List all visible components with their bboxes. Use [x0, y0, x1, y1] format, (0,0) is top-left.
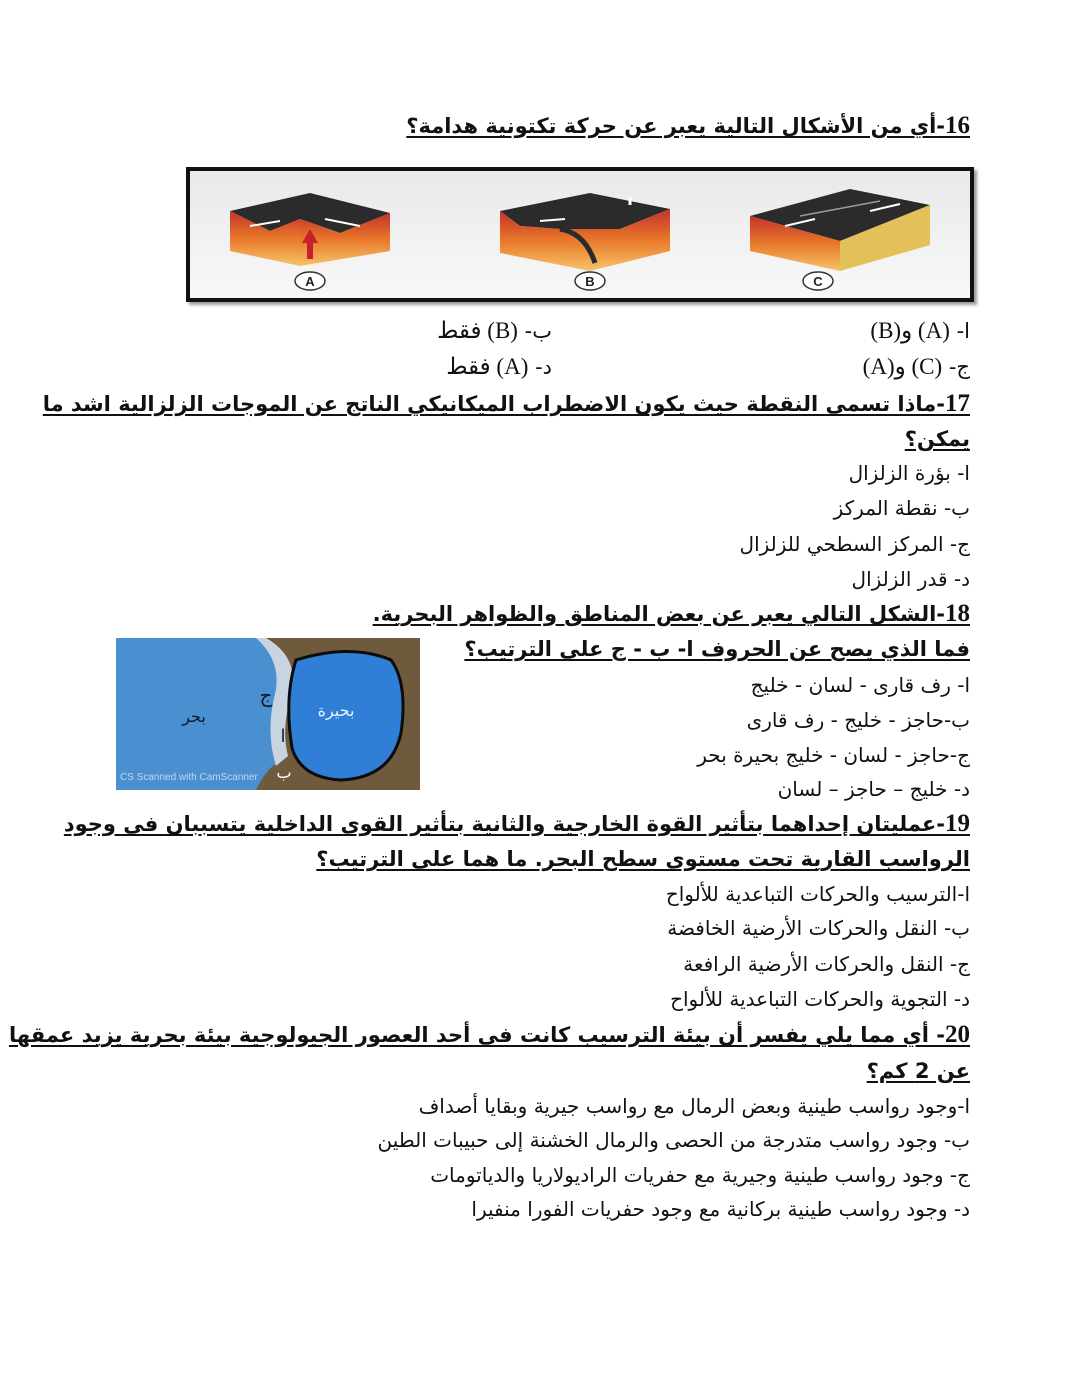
- letter-jeem: ج: [259, 683, 273, 707]
- q19-title: [64, 810, 970, 838]
- q17-line2: يمكن؟: [904, 427, 970, 451]
- q19-line1: -عمليتان إحداهما بتأثير القوة الخارجية والثانية بتأثير القوى الداخلية يتسببان فى وجود: [63, 812, 945, 836]
- q16-option-d-letter: د-: [535, 355, 552, 379]
- q16-option-c-letter: ج-: [948, 355, 970, 379]
- q20-option-d[interactable]: د- وجود رواسب طينية بركانية مع وجود حفريات الفورا منفيرا: [471, 1197, 970, 1221]
- q16-number: 16: [945, 112, 970, 139]
- q19-option-a[interactable]: ا-الترسيب والحركات التباعدية للألواح: [665, 882, 970, 906]
- q16-text: -أي من الأشكال التالية يعبر عن حركة تكتونية هدامة؟: [406, 114, 945, 138]
- q17-number: 17: [945, 390, 970, 417]
- q20-number: 20: [945, 1021, 970, 1048]
- label-b: B: [585, 274, 595, 289]
- q18-line1: -الشكل التالي يعبر عن بعض المناطق والظواهر البحرية.: [372, 602, 945, 626]
- q16-option-b[interactable]: [437, 318, 552, 344]
- q20-option-c[interactable]: ج- وجود رواسب طينية وجيرية مع حفريات الراديولاريا والدياتومات: [430, 1163, 970, 1187]
- q16-option-c[interactable]: [863, 354, 970, 380]
- q20-option-a[interactable]: ا-وجود رواسب طينية وبعض الرمال مع رواسب جيرية وبقايا أصداف: [418, 1094, 970, 1118]
- label-a: A: [305, 274, 315, 289]
- q16-option-b-letter: ب-: [524, 319, 552, 343]
- q18-option-b[interactable]: ب-حاجز - خليج - رف قارى: [746, 708, 970, 732]
- q19-option-d[interactable]: د- التجوية والحركات التباعدية للألواح: [670, 987, 970, 1011]
- q16-option-d[interactable]: [446, 354, 552, 380]
- q19-option-c[interactable]: ج- النقل والحركات الأرضية الرافعة: [683, 952, 970, 976]
- letter-alif: ا: [280, 726, 286, 747]
- q16-title: [406, 112, 970, 140]
- q17-option-d[interactable]: د- قدر الزلزال: [851, 567, 970, 591]
- q16-option-a-letter: ا-: [956, 319, 970, 343]
- coastal-diagram: [116, 638, 420, 790]
- q16-option-a[interactable]: [870, 318, 970, 344]
- q18-option-d[interactable]: د- خليج – حاجز – لسان: [777, 777, 970, 801]
- tectonic-diagram: [190, 171, 970, 298]
- tectonic-figure: [186, 167, 974, 302]
- q18-option-c[interactable]: ج-حاجز - لسان - خليج بحيرة بحر: [697, 743, 970, 767]
- q18-number: 18: [945, 600, 970, 627]
- q20-title: [9, 1021, 970, 1049]
- letter-ba: ب: [276, 763, 292, 782]
- q20-line2: عن 2 كم؟: [866, 1059, 970, 1083]
- q17-title: [43, 390, 970, 418]
- q20-option-b[interactable]: ب- وجود رواسب متدرجة من الحصى والرمال الخشنة إلى حبيبات الطين: [377, 1128, 970, 1152]
- q19-number: 19: [945, 810, 970, 837]
- label-c: C: [813, 274, 823, 289]
- q16-option-a-text: (A) و(B): [870, 318, 950, 343]
- q17-option-b[interactable]: ب- نقطة المركز: [833, 496, 970, 520]
- q19-line2: الرواسب القارية تحت مستوى سطح البحر. ما هما على الترتيب؟: [316, 847, 970, 871]
- q19-option-b[interactable]: ب- النقل والحركات الأرضية الخافضة: [667, 916, 970, 940]
- q16-option-d-text: (A) فقط: [446, 354, 529, 379]
- q18-line2: فما الذي يصح عن الحروف ا- ب - ج على الترتيب؟: [464, 637, 970, 661]
- lake-label: بحيرة: [317, 701, 355, 720]
- sea-label: بحر: [182, 707, 206, 726]
- q16-option-c-text: (C) و(A): [862, 354, 943, 379]
- q16-option-b-text: (B) فقط: [437, 318, 518, 343]
- q17-line1: -ماذا تسمى النقطة حيث يكون الاضطراب الميكانيكي الناتج عن الموجات الزلزالية اشد ما: [42, 392, 945, 416]
- q17-option-c[interactable]: ج- المركز السطحي للزلزال: [739, 532, 970, 556]
- coastal-figure: [116, 638, 420, 790]
- q20-line1: - أي مما يلي يفسر أن بيئة الترسيب كانت فى أحد العصور الجيولوجية بيئة بحرية يزيد عمقها: [8, 1023, 945, 1047]
- q18-title: [373, 600, 970, 628]
- q18-option-a[interactable]: ا- رف قارى - لسان - خليج: [750, 673, 970, 697]
- q17-option-a[interactable]: ا- بؤرة الزلزال: [848, 461, 970, 485]
- scanner-watermark: CS Scanned with CamScanner: [120, 772, 258, 783]
